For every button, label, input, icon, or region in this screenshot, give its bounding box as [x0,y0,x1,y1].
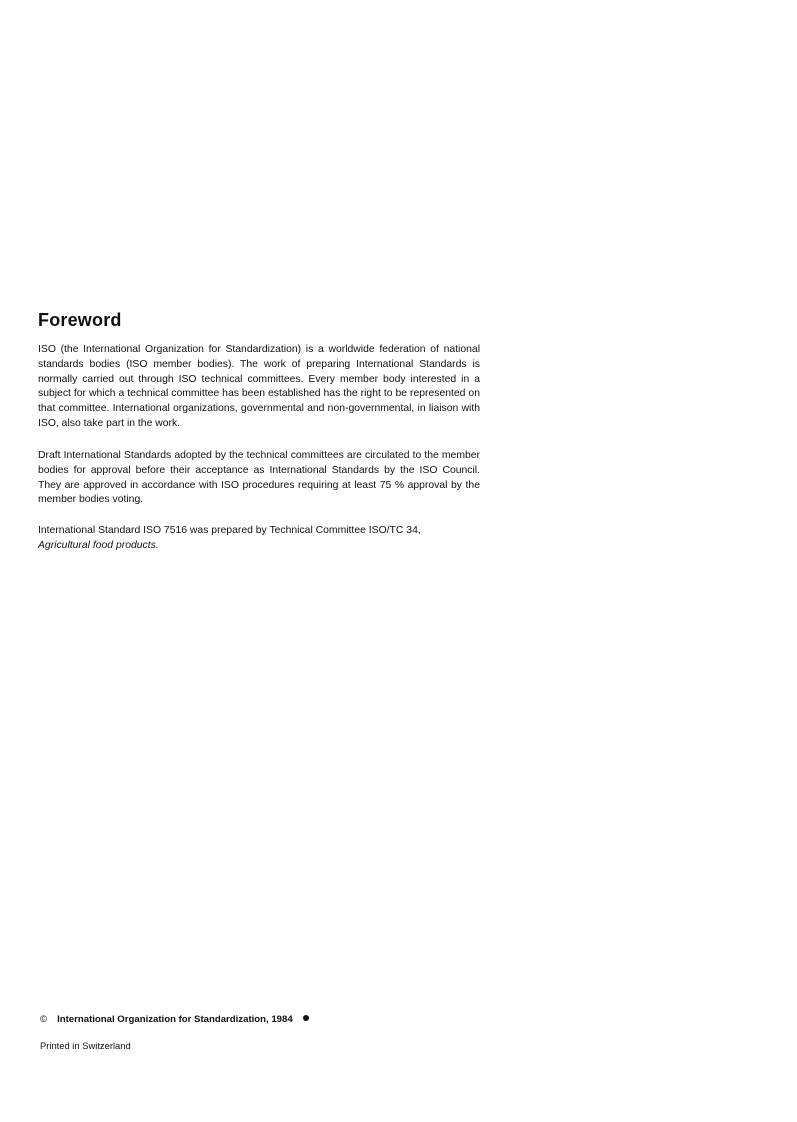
bullet-dot-icon [303,1015,309,1021]
copyright-icon: © [40,1014,48,1025]
copyright-text: International Organization for Standardization, 1984 [57,1014,293,1025]
copyright-notice [40,1014,309,1025]
foreword-paragraph-3 [38,524,480,554]
page-title: Foreword [38,310,122,330]
foreword-paragraph-2: Draft International Standards adopted by the technical committees are circulated to the member bodies for approval before their acceptance as International Standards by the ISO Council. They are approved in accordance with ISO procedures requiring at least 75 % approval by the member bodies voting. [38,450,480,506]
preparation-statement: International Standard ISO 7516 was prepared by Technical Committee ISO/TC 34, [38,525,421,536]
committee-title: Agricultural food products. [38,539,159,551]
printed-in-note: Printed in Switzerland [40,1040,131,1051]
foreword-paragraph-1: ISO (the International Organization for Standardization) is a worldwide federation of national standards bodies (ISO member bodies). The work of preparing International Standards is normally carried out through ISO technical committees. Every member body interested in a subject for which a technical committee has been established has the right to be represented on that committee. International organizations, governmental and non-governmental, in liaison with ISO, also take part in the work. [38,344,480,429]
